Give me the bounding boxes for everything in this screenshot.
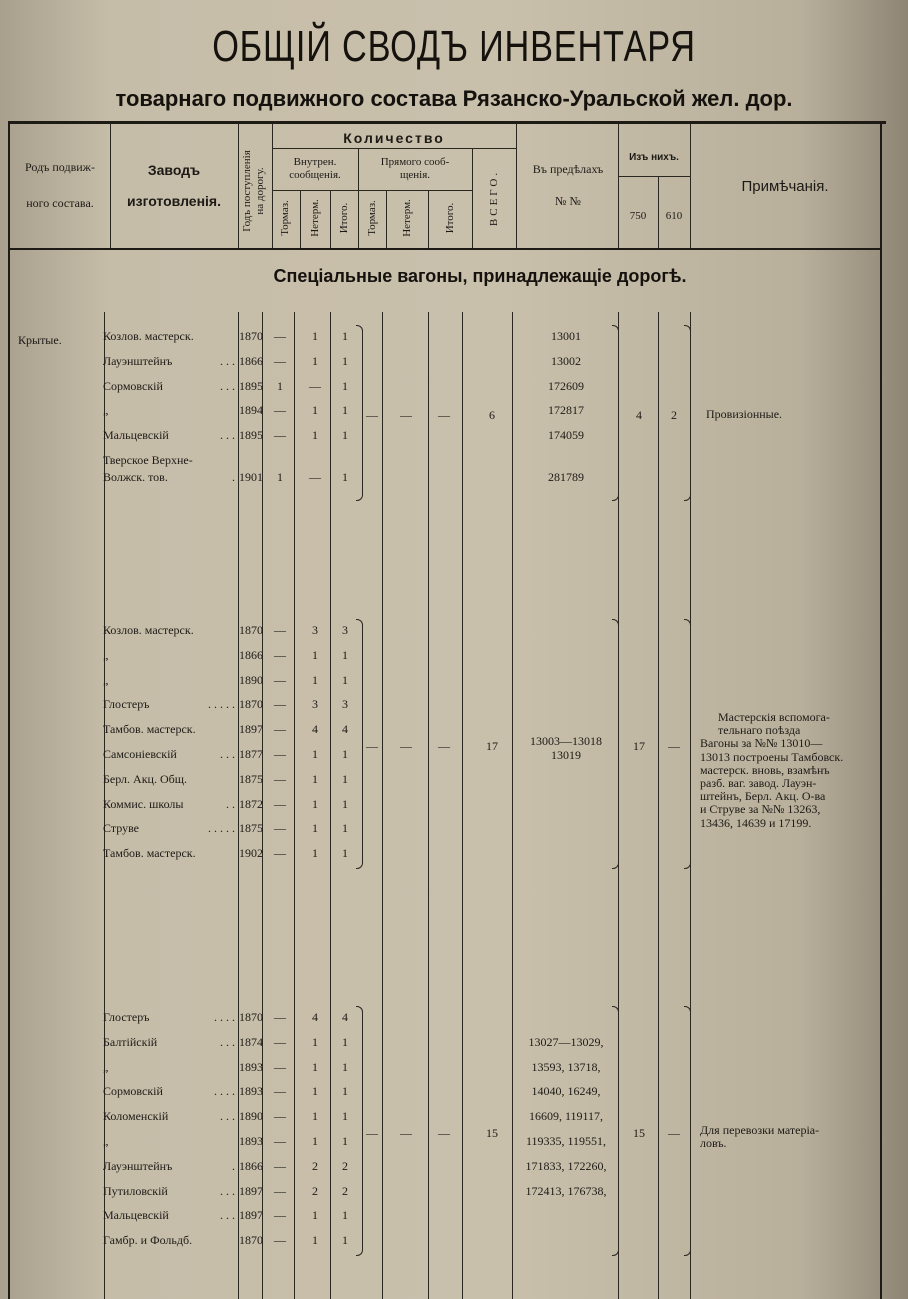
note-line: Вагоны за №№ 13010—: [700, 736, 823, 751]
factory-name: Волжск. тов.: [103, 469, 168, 484]
year-cell: 1874: [239, 1034, 263, 1049]
header-notes: Примѣчанія.: [741, 178, 829, 195]
year-cell: 1877: [239, 747, 263, 761]
torm-cell: —: [274, 771, 286, 786]
year-cell: 1893: [239, 1059, 263, 1074]
group-brace: [356, 1006, 363, 1256]
header-divider: [516, 124, 517, 248]
direct-torm-total: —: [366, 739, 378, 753]
direct-itogo-total: —: [438, 739, 450, 753]
factory-name: „: [103, 1134, 109, 1148]
torm-cell: —: [274, 1010, 286, 1024]
numbers-cell: 16609, 119117,: [528, 1109, 604, 1124]
year-cell: 1870: [239, 623, 263, 637]
direct-netorm-total: —: [400, 739, 412, 753]
factory-cell: [103, 1109, 235, 1124]
netorm-cell: 1: [312, 796, 318, 811]
torm-cell: —: [274, 1109, 286, 1124]
netorm-cell: 1: [312, 672, 318, 687]
range-line: 13019: [551, 747, 581, 762]
torm-cell: 1: [277, 469, 283, 484]
factory-name: Самсоніевскій: [103, 747, 177, 761]
header-divider: [690, 124, 691, 248]
factory-name: Козлов. мастерск.: [103, 329, 194, 343]
netorm-cell: —: [309, 469, 321, 484]
factory-cell: [103, 1060, 235, 1075]
note-line: 13013 построены Тамбовск.: [700, 749, 844, 764]
itogo-cell: 3: [342, 697, 348, 712]
factory-dots: . . .: [220, 747, 235, 761]
ofthem-underline: [618, 176, 690, 177]
factory-cell: [103, 797, 235, 812]
factory-cell: [103, 1084, 235, 1099]
year-cell: 1895: [239, 428, 263, 443]
header-divider: [472, 148, 473, 248]
itogo-cell: 2: [342, 1183, 348, 1198]
note-line: тельнаго поѣзда: [718, 723, 801, 738]
torm-cell: —: [274, 846, 286, 861]
numbers-cell: 13002: [551, 353, 581, 368]
netorm-cell: 1: [312, 428, 318, 443]
factory-name: Глостеръ: [103, 697, 150, 712]
factory-cell: [103, 354, 235, 369]
numbers-cell: 13027—13029,: [528, 1034, 604, 1049]
year-cell: 1875: [239, 821, 263, 836]
factory-name: Лауэнштейнъ: [103, 1158, 173, 1173]
year-cell: 1870: [239, 697, 263, 712]
factory-cell: [103, 453, 235, 468]
table-row: [0, 1184, 908, 1208]
numbers-cell: 172817: [548, 403, 584, 418]
torm-cell: —: [274, 821, 286, 836]
netorm-cell: 1: [312, 403, 318, 418]
torm-cell: 1: [277, 378, 283, 393]
header-direct: Прямого сооб- щенія.: [380, 156, 450, 182]
netorm-cell: 1: [312, 1134, 318, 1148]
numbers-cell: 119335, 119551,: [525, 1134, 607, 1148]
factory-cell: [103, 470, 235, 485]
header-divider: [110, 124, 111, 248]
count-610: 2: [671, 407, 677, 422]
year-cell: 1902: [239, 846, 263, 861]
factory-dots: . . .: [220, 1109, 235, 1124]
header-divider: [618, 124, 619, 248]
table-row: [0, 428, 908, 452]
factory-cell: [103, 747, 235, 762]
header-factory: Заводъ изготовленія.: [127, 162, 221, 209]
header-750: 750: [629, 210, 647, 222]
factory-dots: .: [232, 1158, 235, 1173]
factory-name: Берл. Акц. Общ.: [103, 771, 187, 786]
factory-name: Гамбр. и Фольдб.: [103, 1233, 193, 1248]
itogo-cell: 4: [342, 722, 348, 737]
itogo-cell: 1: [342, 1059, 348, 1074]
table-row: [0, 648, 908, 672]
header-divider: [300, 190, 301, 248]
factory-dots: . . .: [220, 1034, 235, 1049]
itogo-cell: 1: [342, 329, 348, 343]
note-line: ловъ.: [700, 1136, 727, 1151]
itogo-cell: 1: [342, 1109, 348, 1124]
itogo-cell: 2: [342, 1158, 348, 1173]
itogo-cell: 1: [342, 846, 348, 861]
torm-cell: —: [274, 747, 286, 761]
torm-cell: —: [274, 403, 286, 418]
torm-cell: —: [274, 1034, 286, 1049]
direct-netorm-total: —: [400, 407, 412, 422]
numbers-cell: 14040, 16249,: [531, 1084, 601, 1099]
year-cell: 1866: [239, 647, 263, 662]
number-range: [514, 735, 618, 763]
year-cell: 1890: [239, 1109, 263, 1124]
factory-cell: [103, 1159, 235, 1174]
note-line: мастерск. вновь, взамѣнъ: [700, 762, 830, 777]
numbers-cell: 172609: [548, 378, 584, 393]
itogo-cell: 1: [342, 1134, 348, 1148]
year-cell: 1897: [239, 1208, 263, 1223]
header-torm-internal: Тормаз.: [279, 200, 291, 236]
itogo-cell: 3: [342, 623, 348, 637]
table-row: [0, 1208, 908, 1232]
factory-name: „: [103, 403, 109, 418]
torm-cell: —: [274, 623, 286, 637]
group-brace: [356, 619, 363, 869]
torm-cell: —: [274, 647, 286, 662]
netorm-cell: 1: [312, 771, 318, 786]
header-netorm-direct: Нетерм.: [401, 199, 413, 237]
factory-cell: [103, 1233, 235, 1248]
factory-name: Балтійскій: [103, 1034, 158, 1049]
header-itogo-direct: Итого.: [444, 202, 456, 234]
header-610: 610: [665, 210, 683, 222]
row-note: Провизіонные.: [706, 406, 783, 421]
year-cell: 1897: [239, 722, 263, 737]
itogo-cell: 1: [342, 1208, 348, 1223]
year-cell: 1890: [239, 672, 263, 687]
table-row: [0, 1233, 908, 1257]
itogo-cell: 1: [342, 378, 348, 393]
factory-name: Мальцевскій: [103, 1208, 169, 1223]
table-row: [0, 1084, 908, 1108]
netorm-cell: 1: [312, 1034, 318, 1049]
factory-cell: [103, 403, 235, 418]
vsego-total: 15: [486, 1126, 498, 1140]
year-cell: 1870: [239, 1233, 263, 1248]
netorm-cell: 1: [312, 1233, 318, 1248]
year-cell: 1870: [239, 329, 263, 343]
table-row: [0, 1159, 908, 1183]
section-title: Спеціальные вагоны, принадлежащіе дорогѣ.: [273, 266, 687, 286]
header-within: Въ предѣлахъ № №: [532, 162, 604, 209]
factory-name: Глостеръ: [103, 1010, 150, 1024]
netorm-cell: 1: [312, 647, 318, 662]
factory-dots: . . . . .: [208, 697, 235, 712]
netorm-cell: 4: [312, 722, 318, 737]
factory-cell: [103, 648, 235, 663]
itogo-cell: 4: [342, 1010, 348, 1024]
header-internal: Внутрен. сообщенія.: [289, 156, 341, 182]
factory-name: Коломенскій: [103, 1109, 169, 1124]
factory-name: Тамбов. мастерск.: [103, 722, 196, 737]
row-note: [700, 1124, 876, 1150]
header-vsego: ВСЕГО.: [488, 169, 500, 227]
factory-name: „: [103, 647, 109, 662]
torm-cell: —: [274, 1183, 286, 1198]
netorm-cell: 2: [312, 1183, 318, 1198]
factory-cell: [103, 846, 235, 861]
torm-cell: —: [274, 1084, 286, 1099]
direct-itogo-total: —: [438, 1126, 450, 1140]
itogo-cell: 1: [342, 796, 348, 811]
factory-cell: [103, 722, 235, 737]
count-610: —: [668, 1126, 680, 1140]
count-750: 4: [636, 407, 642, 422]
factory-dots: . . . .: [214, 1010, 235, 1024]
torm-cell: —: [274, 697, 286, 712]
factory-name: Коммис. школы: [103, 796, 184, 811]
direct-torm-total: —: [366, 1126, 378, 1140]
year-cell: 1893: [239, 1134, 263, 1148]
factory-name: „: [103, 672, 109, 687]
year-cell: 1875: [239, 771, 263, 786]
direct-netorm-total: —: [400, 1126, 412, 1140]
year-cell: 1872: [239, 796, 263, 811]
factory-name: Лауэнштейнъ: [103, 353, 173, 368]
note-line: разб. ваг. завод. Лауэн-: [700, 775, 817, 790]
torm-cell: —: [274, 796, 286, 811]
year-cell: 1893: [239, 1084, 263, 1099]
netorm-cell: 1: [312, 1084, 318, 1099]
factory-dots: . . . . .: [208, 821, 235, 836]
document-subtitle: товарнаго подвижного состава Рязанско-Уральской жел. дор.: [115, 86, 793, 111]
factory-cell: [103, 1184, 235, 1199]
factory-cell: [103, 428, 235, 443]
factory-name: Сормовскій: [103, 1084, 163, 1099]
row-note: [700, 711, 876, 830]
header-of-them: Изъ нихъ.: [629, 152, 679, 163]
header-divider: [428, 190, 429, 248]
group-brace: [612, 325, 619, 501]
itogo-cell: 1: [342, 647, 348, 662]
count-750: 15: [633, 1126, 645, 1140]
table-row: [0, 1060, 908, 1084]
group-brace: [612, 1006, 619, 1256]
table-row: [0, 379, 908, 403]
factory-name: Тверское Верхне-: [103, 453, 193, 467]
note-line: и Струве за №№ 13263,: [700, 802, 821, 817]
header-divider: [386, 190, 387, 248]
group-brace: [356, 325, 363, 501]
table-row: [0, 623, 908, 647]
torm-cell: —: [274, 672, 286, 687]
factory-name: „: [103, 1059, 109, 1074]
netorm-cell: 1: [312, 1109, 318, 1124]
table-row: [0, 673, 908, 697]
factory-cell: [103, 697, 235, 712]
factory-cell: [103, 1035, 235, 1050]
itogo-cell: 1: [342, 353, 348, 368]
header-torm-direct: Тормаз.: [366, 200, 378, 236]
header-rolling-stock: Родъ подвиж- ного состава.: [25, 160, 95, 211]
itogo-cell: 1: [342, 1084, 348, 1099]
torm-cell: —: [274, 722, 286, 737]
itogo-cell: 1: [342, 403, 348, 418]
header-divider: [330, 190, 331, 248]
factory-name: Путиловскій: [103, 1183, 168, 1198]
table-row: [0, 470, 908, 494]
itogo-cell: 1: [342, 469, 348, 484]
factory-name: Струве: [103, 821, 139, 836]
numbers-cell: 172413, 176738,: [525, 1183, 607, 1198]
torm-cell: —: [274, 1158, 286, 1173]
netorm-cell: 1: [312, 821, 318, 836]
factory-cell: [103, 623, 235, 638]
table-row: [0, 329, 908, 353]
year-cell: 1866: [239, 1158, 263, 1173]
torm-cell: —: [274, 1059, 286, 1074]
torm-cell: —: [274, 353, 286, 368]
year-cell: 1894: [239, 403, 263, 418]
factory-cell: [103, 329, 235, 344]
table-row: [0, 1035, 908, 1059]
factory-dots: . . .: [220, 428, 235, 443]
header-itogo-internal: Итого.: [338, 202, 350, 234]
itogo-cell: 1: [342, 771, 348, 786]
note-line: штейнъ, Берл. Акц. О-ва: [700, 789, 826, 804]
torm-cell: —: [274, 1134, 286, 1148]
numbers-cell: 171833, 172260,: [525, 1158, 607, 1173]
netorm-cell: 1: [312, 1059, 318, 1074]
numbers-cell: 13001: [551, 329, 581, 343]
table-top-rule: [8, 121, 886, 124]
netorm-cell: 2: [312, 1158, 318, 1173]
factory-cell: [103, 379, 235, 394]
year-cell: 1870: [239, 1010, 263, 1024]
header-year: Годъ поступленія на дорогу.: [241, 150, 266, 232]
header-divider: [238, 124, 239, 248]
netorm-cell: 3: [312, 623, 318, 637]
factory-dots: . . . .: [214, 1084, 235, 1099]
vsego-total: 17: [486, 739, 498, 753]
netorm-cell: 4: [312, 1010, 318, 1024]
year-cell: 1901: [239, 469, 263, 484]
direct-itogo-total: —: [438, 407, 450, 422]
note-line: 13436, 14639 и 17199.: [700, 815, 812, 830]
itogo-cell: 1: [342, 672, 348, 687]
vsego-total: 6: [489, 407, 495, 422]
factory-cell: [103, 772, 235, 787]
header-netorm-internal: Нетерм.: [309, 199, 321, 237]
netorm-cell: 1: [312, 1208, 318, 1223]
header-quantity: Количество: [343, 130, 445, 146]
table-row: [0, 1010, 908, 1034]
netorm-cell: —: [309, 378, 321, 393]
factory-dots: . . .: [220, 378, 235, 393]
torm-cell: —: [274, 1233, 286, 1248]
netorm-cell: 3: [312, 697, 318, 712]
netorm-cell: 1: [312, 353, 318, 368]
numbers-cell: 13593, 13718,: [531, 1059, 601, 1074]
factory-name: Козлов. мастерск.: [103, 623, 194, 637]
direct-torm-total: —: [366, 407, 378, 422]
itogo-cell: 1: [342, 428, 348, 443]
factory-dots: .: [232, 469, 235, 484]
group-type-label: Крытые.: [18, 333, 62, 347]
factory-name: Тамбов. мастерск.: [103, 846, 196, 861]
factory-dots: . . .: [220, 353, 235, 368]
itogo-cell: 1: [342, 1233, 348, 1248]
torm-cell: —: [274, 329, 286, 343]
factory-cell: [103, 1134, 235, 1149]
header-bottom-rule: [8, 248, 882, 250]
note-line: Мастерскія вспомога-: [718, 710, 830, 724]
range-line: 13003—13018: [530, 734, 602, 748]
factory-cell: [103, 1010, 235, 1025]
factory-name: Сормовскій: [103, 378, 163, 393]
year-cell: 1895: [239, 378, 263, 393]
factory-cell: [103, 1208, 235, 1223]
document-title: ОБЩІЙ СВОДЪ ИНВЕНТАРЯ: [212, 22, 696, 71]
netorm-cell: 1: [312, 846, 318, 861]
quantity-underline: [272, 148, 516, 149]
torm-cell: —: [274, 1208, 286, 1223]
count-610: —: [668, 739, 680, 753]
note-line: Для перевозки матеріа-: [700, 1123, 820, 1137]
year-cell: 1866: [239, 353, 263, 368]
torm-cell: —: [274, 428, 286, 443]
netorm-cell: 1: [312, 747, 318, 761]
numbers-cell: 174059: [548, 428, 584, 443]
year-cell: 1897: [239, 1183, 263, 1198]
factory-cell: [103, 673, 235, 688]
itogo-cell: 1: [342, 821, 348, 836]
table-row: [0, 354, 908, 378]
count-750: 17: [633, 739, 645, 753]
itogo-cell: 1: [342, 747, 348, 761]
subgroup-underline: [272, 190, 472, 191]
factory-name: Мальцевскій: [103, 428, 169, 443]
numbers-cell: 281789: [548, 469, 584, 484]
factory-cell: [103, 821, 235, 836]
netorm-cell: 1: [312, 329, 318, 343]
itogo-cell: 1: [342, 1034, 348, 1049]
factory-dots: . .: [226, 796, 235, 811]
table-row: [0, 846, 908, 870]
factory-dots: . . .: [220, 1183, 235, 1198]
factory-dots: . . .: [220, 1208, 235, 1223]
